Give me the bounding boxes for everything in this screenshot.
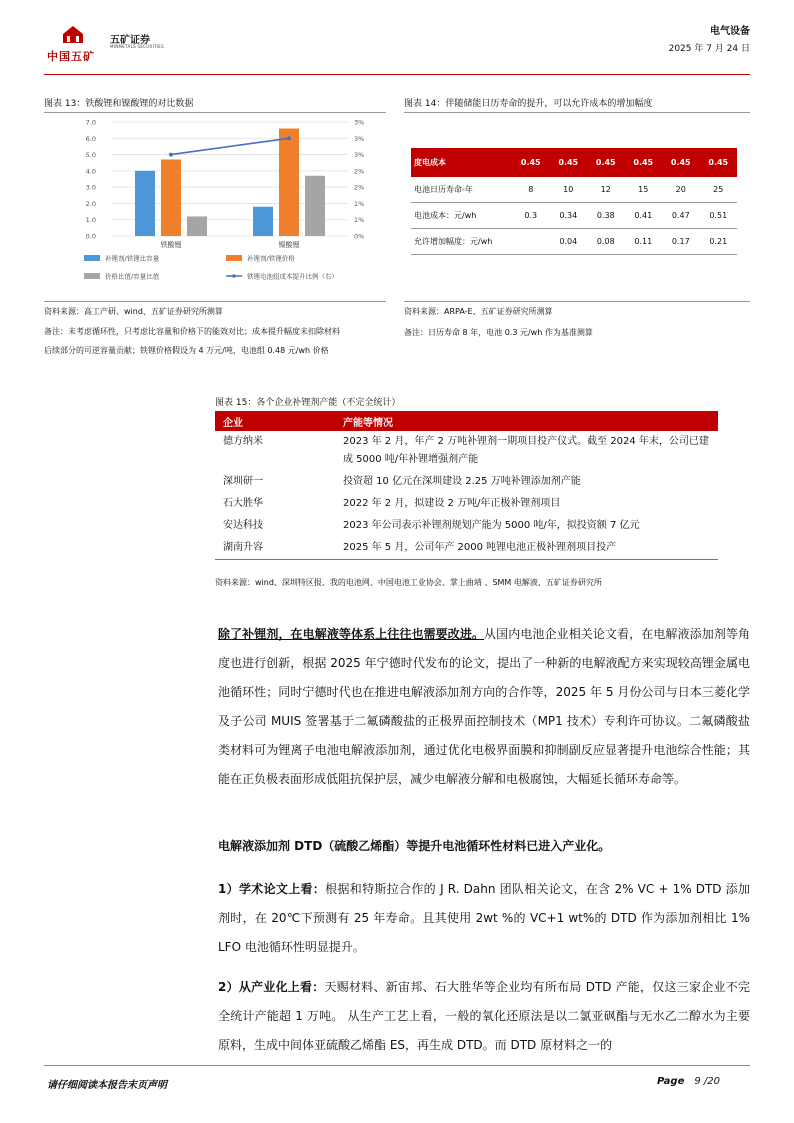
fig14-row <box>411 177 737 203</box>
body-paragraph-3 <box>218 875 750 962</box>
y2-tick-label: 1% <box>354 216 365 225</box>
fig14-row-label: 度电成本 <box>411 148 512 177</box>
fig15-col-company: 企业 <box>215 411 335 431</box>
fig15-source: 资料来源：wind、深圳特区报、我的电池网、中国电池工业协会、掌上曲靖 、SMM 电解液、五矿证券研究所 <box>215 578 602 587</box>
y2-tick-label: 2% <box>354 183 365 192</box>
page-label: Page <box>656 1076 685 1087</box>
legend-swatch <box>226 255 242 261</box>
fig15-row <box>215 493 718 515</box>
fig14-bottom-rule <box>404 301 750 302</box>
y-tick-label: 5.0 <box>85 151 96 160</box>
fig14-cell: 0.47 <box>662 203 700 229</box>
legend-swatch <box>84 255 100 261</box>
fig13-bottom-rule <box>44 301 386 302</box>
broker-name: 五矿证券 <box>110 35 150 46</box>
footer-disclaimer: 请仔细阅读本报告末页声明 <box>47 1080 167 1091</box>
line-point-0 <box>169 153 173 157</box>
bar-2-0 <box>187 216 207 236</box>
fig15-capacity: 2023 年 2 月，年产 2 万吨补锂剂一期项目投产仪式。截至 2024 年末，公司已建成 5000 吨/年补锂增强剂产能 <box>343 436 709 465</box>
body-paragraph-1 <box>218 620 750 794</box>
fig14-cell: 0.04 <box>550 229 588 255</box>
x-tick-label: 铁酸锂 <box>160 241 182 249</box>
fig14-cell: 8 <box>512 177 550 203</box>
fig15-capacity: 投资超 10 亿元在深圳建设 2.25 万吨补锂添加剂产能 <box>343 476 581 487</box>
bar-1-0 <box>161 159 181 236</box>
fig14-title-rule <box>404 112 750 113</box>
fig14-cell: 0.41 <box>625 203 663 229</box>
fig13-title-rule <box>44 112 386 113</box>
y2-tick-label: 3% <box>354 134 365 143</box>
legend-label: 价格比值/容量比值 <box>105 272 160 281</box>
p3-lead: 1）学术论文上看： <box>218 882 326 896</box>
legend-swatch <box>84 273 100 279</box>
fig15-company: 深圳研一 <box>223 476 263 487</box>
minmetals-logo-icon <box>62 26 84 44</box>
fig14-cell: 12 <box>587 177 625 203</box>
fig14-cell: 0.17 <box>662 229 700 255</box>
legend-marker <box>232 274 236 278</box>
fig15-company: 安达科技 <box>223 520 263 531</box>
fig14-cell: 0.45 <box>587 148 625 177</box>
y-tick-label: 4.0 <box>85 167 96 176</box>
footer-rule <box>44 1065 750 1066</box>
fig14-cell: 0.08 <box>587 229 625 255</box>
y2-tick-label: 3% <box>354 151 365 160</box>
y2-tick-label: 3% <box>354 118 365 127</box>
fig15-capacity: 2025 年 5 月，公司年产 2000 吨锂电池正极补锂剂项目投产 <box>335 537 718 560</box>
line-series <box>171 138 289 154</box>
fig14-cell: 0.11 <box>625 229 663 255</box>
fig14-cell: 0.38 <box>587 203 625 229</box>
line-point-1 <box>287 136 291 140</box>
fig15-company: 德方纳米 <box>223 436 263 447</box>
fig14-cell: 0.45 <box>512 148 550 177</box>
y2-tick-label: 0% <box>354 232 365 241</box>
p1-text: 从国内电池企业相关论文看，在电解液添加剂等角度也进行创新，根据 2025 年宁德时代发布的论文，提出了一种新的电解液配方来实现较高锂金属电池循环性；同时宁德时代也在推进电解液添加剂方向的合作等，2025 年 5 月份公司与日本三菱化学及子公司 MUIS 签署基于二氟磷酸盐的正极界面控制技术（MP1 技术）专利许可协议。二氟磷酸盐类材料可为锂离子电池电解液添加剂，通过优化电极界面膜和抑制副反应显著提升电池综合性能；其能在正负极表面形成低阻抗保护层，减少电解液分解和电极腐蚀，大幅延长循环寿命等。 <box>218 627 750 786</box>
fig15-row <box>215 515 718 537</box>
fig15-company: 石大胜华 <box>223 498 263 509</box>
broker-name-en: MINMETALS SECURITIES <box>110 44 164 49</box>
page-number: 9 /20 <box>694 1076 720 1087</box>
body-paragraph-2 <box>218 832 750 861</box>
bar-0-0 <box>135 171 155 236</box>
body-paragraph-4 <box>218 973 750 1060</box>
fig14-title: 图表 14：伴随储能日历寿命的提升，可以允许成本的增加幅度 <box>404 99 653 109</box>
fig15-capacity: 2022 年 2 月，拟建设 2 万吨/年正极补锂剂项目 <box>343 498 561 509</box>
fig14-note: 备注：日历寿命 8 年，电池 0.3 元/wh 作为基准测算 <box>404 328 593 337</box>
fig15-row <box>215 431 718 471</box>
fig14-source: 资料来源：ARPA-E、五矿证券研究所测算 <box>404 307 553 316</box>
p4-text: 天赐材料、新宙邦、石大胜华等企业均有所布局 DTD 产能，仅这三家企业不完全统计产能超 1 万吨。 从生产工艺上看，一般的氧化还原法是以二氯亚砜酯与无水乙二醇水为主要原料，生成中间体亚硫酸乙烯酯 ES，再生成 DTD。而 DTD 原材料之一的 <box>218 980 750 1052</box>
fig15-col-capacity: 产能等情况 <box>335 411 718 431</box>
legend-label: 补锂剂/铁锂比容量 <box>105 254 160 263</box>
p3-text: 根据和特斯拉合作的 J R. Dahn 团队相关论文，在含 2% VC + 1% DTD 添加剂时，在 20℃下预测有 25 年寿命。且其使用 2wt %的 VC+1 wt%的 DTD 作为添加剂相比 1% LFO 电池循环性明显提升。 <box>218 882 750 954</box>
fig14-cell: 15 <box>625 177 663 203</box>
y-tick-label: 3.0 <box>85 183 96 192</box>
p4-lead: 2）从产业化上看： <box>218 980 325 994</box>
fig15-capacity: 2023 年公司表示补锂剂规划产能为 5000 吨/年，拟投资额 7 亿元 <box>343 520 640 531</box>
bar-0-1 <box>253 207 273 236</box>
fig14-row-label: 电池日历寿命-年 <box>411 177 512 203</box>
legend-label: 补锂剂/铁锂价格 <box>247 254 295 263</box>
fig13-note <box>44 322 384 360</box>
y-tick-label: 7.0 <box>85 118 96 127</box>
y-tick-label: 1.0 <box>85 216 96 225</box>
fig14-cell: 0.34 <box>550 203 588 229</box>
bar-2-1 <box>305 176 325 236</box>
fig14-cell: 0.45 <box>700 148 738 177</box>
fig14-row <box>411 229 737 255</box>
x-tick-label: 镍酸锂 <box>278 241 300 249</box>
fig13-note-line-1: 备注：未考虑循环性，只考虑比容量和价格下的能效对比；成本提升幅度未扣除材料 <box>44 327 340 336</box>
fig14-row-label: 电池成本：元/wh <box>411 203 512 229</box>
p2-text: 电解液添加剂 DTD（硫酸乙烯酯）等提升电池循环性材料已进入产业化。 <box>218 839 611 853</box>
fig15-company: 湖南升容 <box>215 537 335 560</box>
fig13-chart <box>44 114 386 300</box>
sector-label: 电气设备 <box>710 26 750 37</box>
fig15-row <box>215 471 718 493</box>
y2-tick-label: 2% <box>354 167 365 176</box>
fig14-row-label: 允许增加幅度：元/wh <box>411 229 512 255</box>
fig15-title: 图表 15：各个企业补锂剂产能（不完全统计） <box>215 398 401 408</box>
y-tick-label: 2.0 <box>85 199 96 208</box>
fig14-row <box>411 203 737 229</box>
legend-label: 铁锂电池组成本提升比例（右） <box>247 272 338 281</box>
fig13-title: 图表 13：铁酸锂和镍酸锂的对比数据 <box>44 99 194 109</box>
y-tick-label: 6.0 <box>85 134 96 143</box>
fig13-note-line-2: 后续部分的可逆容量贡献；铁锂价格假设为 4 万元/吨，电池组 0.48 元/wh 价格 <box>44 346 329 355</box>
p1-lead: 除了补锂剂，在电解液等体系上往往也需要改进。 <box>218 627 485 641</box>
report-date: 2025 年 7 月 24 日 <box>668 44 750 54</box>
fig15-table <box>215 411 718 560</box>
fig14-cell: 25 <box>700 177 738 203</box>
fig14-row <box>411 148 737 177</box>
y2-tick-label: 1% <box>354 199 365 208</box>
fig14-cell: 0.45 <box>550 148 588 177</box>
bar-1-1 <box>279 129 299 236</box>
fig15-row <box>215 537 718 560</box>
fig14-cell: 0.45 <box>625 148 663 177</box>
fig14-cell: 0.51 <box>700 203 738 229</box>
fig13-source: 资料来源：高工产研、wind、五矿证券研究所测算 <box>44 307 223 316</box>
fig14-table <box>411 148 737 255</box>
header-rule <box>44 74 750 75</box>
footer-page <box>657 1076 720 1087</box>
fig14-cell: 0.45 <box>662 148 700 177</box>
fig14-cell: 20 <box>662 177 700 203</box>
logo-text: 中国五矿 <box>47 50 95 63</box>
fig14-cell <box>512 229 550 255</box>
fig14-cell: 0.21 <box>700 229 738 255</box>
fig14-cell: 0.3 <box>512 203 550 229</box>
y-tick-label: 0.0 <box>85 232 96 241</box>
fig14-cell: 10 <box>550 177 588 203</box>
